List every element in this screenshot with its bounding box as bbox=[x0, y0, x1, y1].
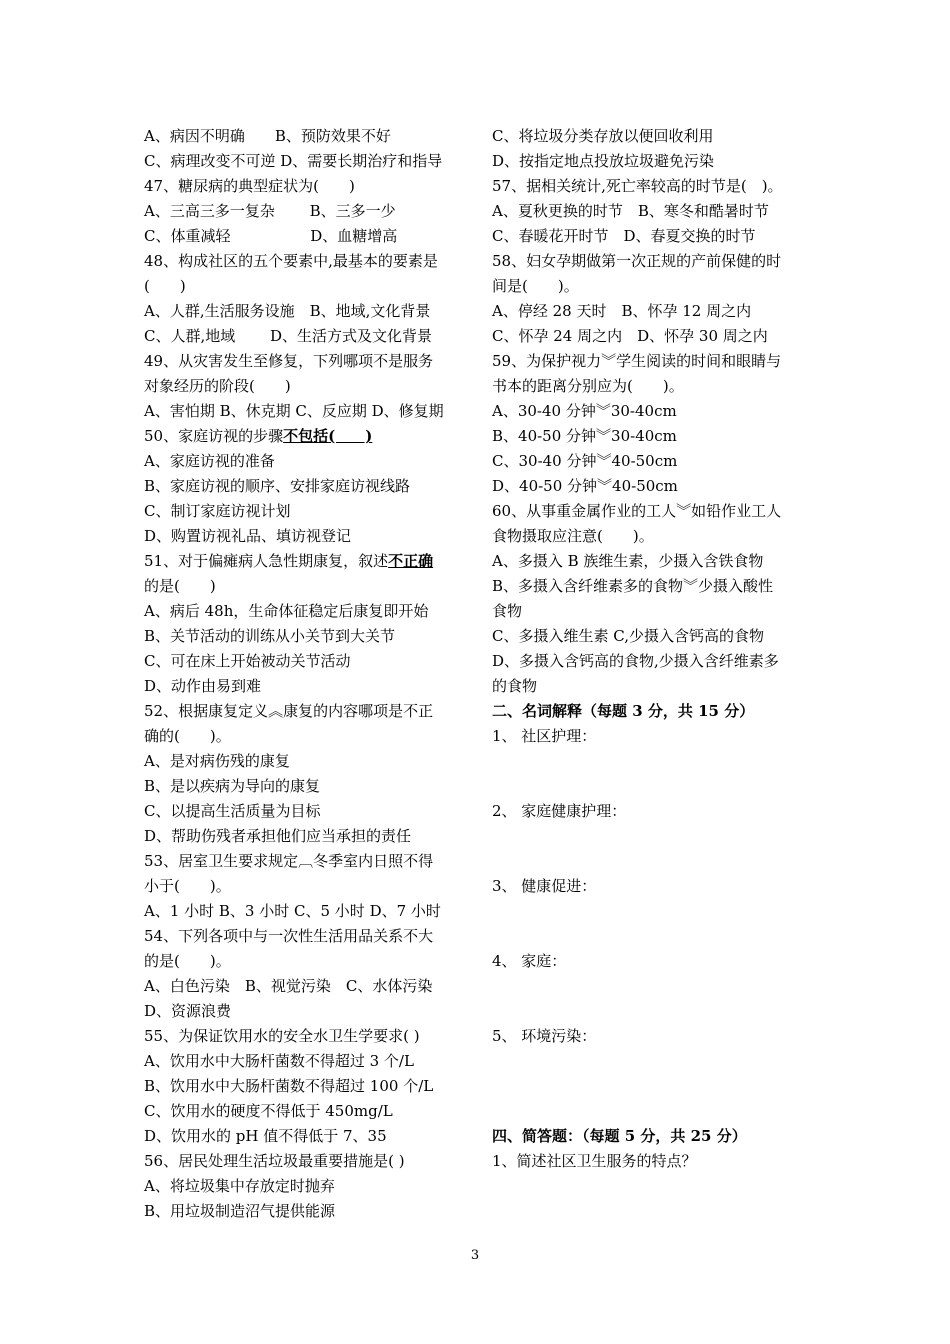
text-line: D、购置访视礼品、填访视登记 bbox=[144, 527, 352, 545]
text-line: 54、下列各项中与一次性生活用品关系不大 bbox=[144, 927, 434, 945]
text-line: B、关节活动的训练从小关节到大关节 bbox=[144, 627, 396, 645]
text-line: A、人群,生活服务设施 B、地域,文化背景 bbox=[144, 302, 431, 320]
text-line: A、是对病伤残的康复 bbox=[144, 752, 290, 770]
text-line: C、人群,地域 D、生活方式及文化背景 bbox=[144, 327, 433, 345]
question-50 bbox=[144, 424, 474, 449]
text-line: 57、据相关统计,死亡率较高的时节是( )。 bbox=[492, 177, 783, 195]
text-line: B、家庭访视的顺序、安排家庭访视线路 bbox=[144, 477, 411, 495]
text-line: 的是( )。 bbox=[144, 952, 231, 970]
text-line: 59、为保护视力︾学生阅读的时间和眼睛与 bbox=[492, 352, 782, 370]
text-line: 53、居室卫生要求规定︹冬季室内日照不得 bbox=[144, 852, 434, 870]
text-line: 58、妇女孕期做第一次正规的产前保健的时 bbox=[492, 252, 782, 270]
text-line: A、停经 28 天时 B、怀孕 12 周之内 bbox=[492, 302, 752, 320]
definition-item: 5、 环境污染： bbox=[492, 1027, 597, 1045]
right-column bbox=[492, 124, 822, 1174]
text-line: C、病理改变不可逆 D、需要长期治疗和指导 bbox=[144, 152, 443, 170]
text-line: 52、根据康复定义︽康复的内容哪项是不正 bbox=[144, 702, 434, 720]
text-line: 的食物 bbox=[492, 677, 538, 695]
text-line: A、1 小时 B、3 小时 C、5 小时 D、7 小时 bbox=[144, 902, 441, 920]
definition-item: 2、 家庭健康护理： bbox=[492, 802, 627, 820]
text-line: 小于( )。 bbox=[144, 877, 231, 895]
text-line: 食物 bbox=[492, 602, 523, 620]
text-line: C、制订家庭访视计划 bbox=[144, 502, 291, 520]
text-line: 确的( )。 bbox=[144, 727, 231, 745]
text-line: C、多摄入维生素 C,少摄入含钙高的食物 bbox=[492, 627, 764, 645]
text-line: A、夏秋更换的时节 B、寒冬和酷暑时节 bbox=[492, 202, 769, 220]
answer-space bbox=[492, 974, 822, 1024]
text-line: A、白色污染 B、视觉污染 C、水体污染 bbox=[144, 977, 433, 995]
text-line: A、将垃圾集中存放定时抛弃 bbox=[144, 1177, 335, 1195]
section-heading-definitions: 二、名词解释（每题 3 分，共 15 分） bbox=[492, 702, 755, 720]
question-48: 48、构成社区的五个要素中,最基本的要素是( ) bbox=[144, 252, 438, 295]
text-line: D、多摄入含钙高的食物,少摄入含纤维素多 bbox=[492, 652, 779, 670]
text-line: D、40-50 分钟︾40-50cm bbox=[492, 477, 678, 495]
text-line: D、资源浪费 bbox=[144, 1002, 232, 1020]
emphasis-text: 不包括 bbox=[283, 427, 329, 445]
left-column bbox=[144, 124, 474, 1224]
question-51-emphasis: 不正确 bbox=[388, 552, 434, 570]
text-line: A、害怕期 B、休克期 C、反应期 D、修复期 bbox=[144, 402, 444, 420]
text-line: C、以提高生活质量为目标 bbox=[144, 802, 321, 820]
text-line: D、动作由易到难 bbox=[144, 677, 262, 695]
question-50-emphasis bbox=[283, 427, 372, 445]
text-line: 的是( ) bbox=[144, 577, 216, 595]
text-line: D、按指定地点投放垃圾避免污染 bbox=[492, 152, 715, 170]
text-line: C、春暖花开时节 D、春夏交换的时节 bbox=[492, 227, 756, 245]
definition-item: 4、 家庭： bbox=[492, 952, 567, 970]
text-line: 食物摄取应注意( )。 bbox=[492, 527, 654, 545]
question-50-text: 50、家庭访视的步骤 bbox=[144, 427, 284, 445]
page-number: 3 bbox=[470, 1248, 480, 1263]
text-line: 间是( )。 bbox=[492, 277, 579, 295]
short-answer-item: 1、简述社区卫生服务的特点？ bbox=[492, 1152, 697, 1170]
text-line: C、30-40 分钟︾40-50cm bbox=[492, 452, 678, 470]
answer-space bbox=[492, 824, 822, 874]
question-51-text: 51、对于偏瘫病人急性期康复，叙述 bbox=[144, 552, 389, 570]
definition-item: 3、 健康促进： bbox=[492, 877, 597, 895]
text-line: A、30-40 分钟︾30-40cm bbox=[492, 402, 677, 420]
text-line: 书本的距离分别应为( )。 bbox=[492, 377, 684, 395]
blank-paren: ( ) bbox=[328, 427, 373, 445]
text-line: B、用垃圾制造沼气提供能源 bbox=[144, 1202, 336, 1220]
text-line: B、饮用水中大肠杆菌数不得超过 100 个/L bbox=[144, 1077, 434, 1095]
answer-space bbox=[492, 899, 822, 949]
text-line: D、饮用水的 pH 值不得低于 7、35 bbox=[144, 1127, 387, 1145]
answer-space bbox=[492, 749, 822, 799]
text-line: C、可在床上开始被动关节活动 bbox=[144, 652, 351, 670]
text-line: A、病后 48h，生命体征稳定后康复即开始 bbox=[144, 602, 429, 620]
text-line: 47、糖尿病的典型症状为( ) bbox=[144, 177, 355, 195]
text-line: A、三高三多一复杂 B、三多一少 bbox=[144, 202, 396, 220]
text-line: C、将垃圾分类存放以便回收利用 bbox=[492, 127, 714, 145]
text-line: C、饮用水的硬度不得低于 450mg/L bbox=[144, 1102, 393, 1120]
text-line: 56、居民处理生活垃圾最重要措施是( ) bbox=[144, 1152, 405, 1170]
text-line: 49、从灾害发生至修复，下列哪项不是服务 bbox=[144, 352, 434, 370]
question-51 bbox=[144, 549, 474, 574]
definition-item: 1、 社区护理： bbox=[492, 727, 597, 745]
text-line: B、是以疾病为导向的康复 bbox=[144, 777, 321, 795]
text-line: C、体重减轻 D、血糖增高 bbox=[144, 227, 398, 245]
text-line: B、多摄入含纤维素多的食物︾少摄入酸性 bbox=[492, 577, 774, 595]
text-line: 对象经历的阶段( ) bbox=[144, 377, 291, 395]
text-line: D、帮助伤残者承担他们应当承担的责任 bbox=[144, 827, 412, 845]
text-line: B、40-50 分钟︾30-40cm bbox=[492, 427, 677, 445]
text-line: A、多摄入 B 族维生素，少摄入含铁食物 bbox=[492, 552, 764, 570]
text-line: C、怀孕 24 周之内 D、怀孕 30 周之内 bbox=[492, 327, 768, 345]
section-heading-short-answer: 四、简答题：（每题 5 分，共 25 分） bbox=[492, 1127, 747, 1145]
text-line: A、家庭访视的准备 bbox=[144, 452, 275, 470]
text-line: A、饮用水中大肠杆菌数不得超过 3 个/L bbox=[144, 1052, 414, 1070]
answer-space bbox=[492, 1049, 822, 1124]
text-line: 55、为保证饮用水的安全水卫生学要求( ) bbox=[144, 1027, 420, 1045]
text-line: A、病因不明确 B、预防效果不好 bbox=[144, 127, 391, 145]
text-line: 60、从事重金属作业的工人︾如铅作业工人 bbox=[492, 502, 782, 520]
